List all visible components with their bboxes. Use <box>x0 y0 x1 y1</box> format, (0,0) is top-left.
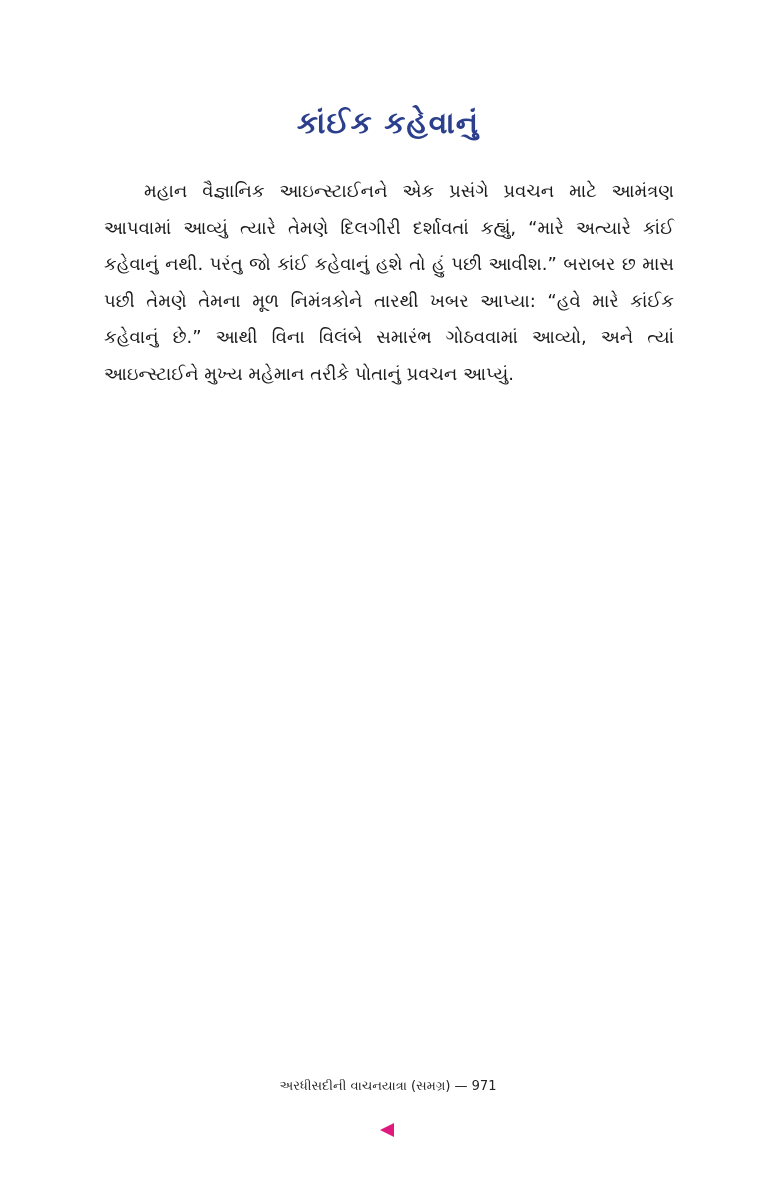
previous-page-icon[interactable] <box>380 1123 394 1137</box>
body-paragraph: મહાન વૈજ્ઞાનિક આઇન્સ્ટાઈનને એક પ્રસંગે પ્રવચન માટે આમંત્રણ આપવામાં આવ્યું ત્યારે તેમણે દિલગીરી દર્શાવતાં કહ્યું, “મારે અત્યારે કાંઈ કહેવાનું નથી. પરંતુ જો કાંઈ કહેવાનું હશે તો હું પછી આવીશ.” બરાબર છ માસ પછી તેમણે તેમના મૂળ નિમંત્રકોને તારથી ખબર આપ્યા: “હવે મારે કાંઈક કહેવાનું છે.” આથી વિના વિલંબે સમારંભ ગોઠવવામાં આવ્યો, અને ત્યાં આઇન્સ્ટાઈને મુખ્ય મહેમાન તરીકે પોતાનું પ્રવચન આપ્યું. <box>104 181 674 385</box>
page-footer: અરધીસદીની વાચનયાત્રા (સમગ્ર) — 971 <box>279 1079 497 1094</box>
page-title: કાંઈક કહેવાનું <box>296 106 480 141</box>
